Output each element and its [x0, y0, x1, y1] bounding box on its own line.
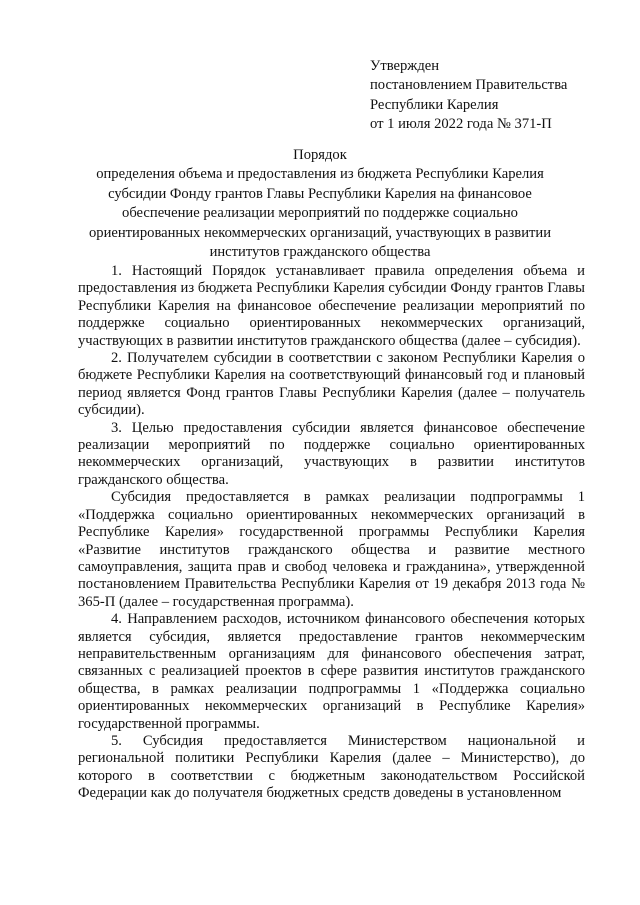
- document-title: [80, 146, 560, 262]
- paragraph-3: 3. Целью предоставления субсидии является финансовое обеспечение реализации мероприятий по поддержке социально ориентированных некоммерческих организаций, участвующих в развитии институтов гражданского общества.: [78, 419, 585, 488]
- approval-stamp-block: [370, 57, 620, 135]
- paragraph-2: 2. Получателем субсидии в соответствии с законом Республики Карелия о бюджете Республики Карелия на соответствующий финансовый год и плановый период является Фонд грантов Главы Республики Карелия (далее – получатель субсидии).: [78, 350, 585, 419]
- approval-line: от 1 июля 2022 года № 371-П: [370, 116, 552, 133]
- approval-line: постановлением Правительства: [370, 77, 568, 94]
- title-line: обеспечение реализации мероприятий по поддержке социально: [122, 205, 518, 222]
- document-body: [78, 263, 585, 803]
- title-line: субсидии Фонду грантов Главы Республики Карелия на финансовое: [108, 185, 532, 202]
- paragraph-3-subsidy: Субсидия предоставляется в рамках реализации подпрограммы 1 «Поддержка социально ориентированных некоммерческих организаций в Республике Карелия» государственной программы Республики Карелия «Развитие институтов гражданского общества и развитие местного самоуправления, защита прав и свобод человека и гражданина», утвержденной постановлением Правительства Республики Карелия от 19 декабря 2013 года № 365-П (далее – государственная программа).: [78, 489, 585, 610]
- approval-line: Утвержден: [370, 58, 440, 74]
- title-line: ориентированных некоммерческих организаций, участвующих в развитии: [88, 224, 552, 241]
- title-line: институтов гражданского общества: [209, 244, 431, 261]
- title-heading: Порядок: [293, 147, 347, 163]
- title-line: определения объема и предоставления из бюджета Республики Карелия: [96, 166, 544, 183]
- paragraph-4: 4. Направлением расходов, источником финансового обеспечения которых является субсидия, является предоставление грантов некоммерческим неправительственным организациям для финансового обеспечения затрат, связанных с реализацией проектов в сфере развития институтов гражданского общества, в рамках реализации подпрограммы 1 «Поддержка социально ориентированных некоммерческих организаций в Республике Карелия» государственной программы.: [78, 611, 585, 732]
- paragraph-1: 1. Настоящий Порядок устанавливает правила определения объема и предоставления из бюджета Республики Карелия субсидии Фонду грантов Главы Республики Карелия на финансовое обеспечение реализации мероприятий по поддержке социально ориентированных некоммерческих организаций, участвующих в развитии институтов гражданского общества (далее – субсидия).: [78, 263, 585, 349]
- paragraph-5: 5. Субсидия предоставляется Министерством национальной и региональной политики Республики Карелия (далее – Министерство), до которого в соответствии с бюджетным законодательством Российской Федерации как до получателя бюджетных средств доведены в установленном: [78, 732, 585, 802]
- approval-line: Республики Карелия: [370, 96, 499, 113]
